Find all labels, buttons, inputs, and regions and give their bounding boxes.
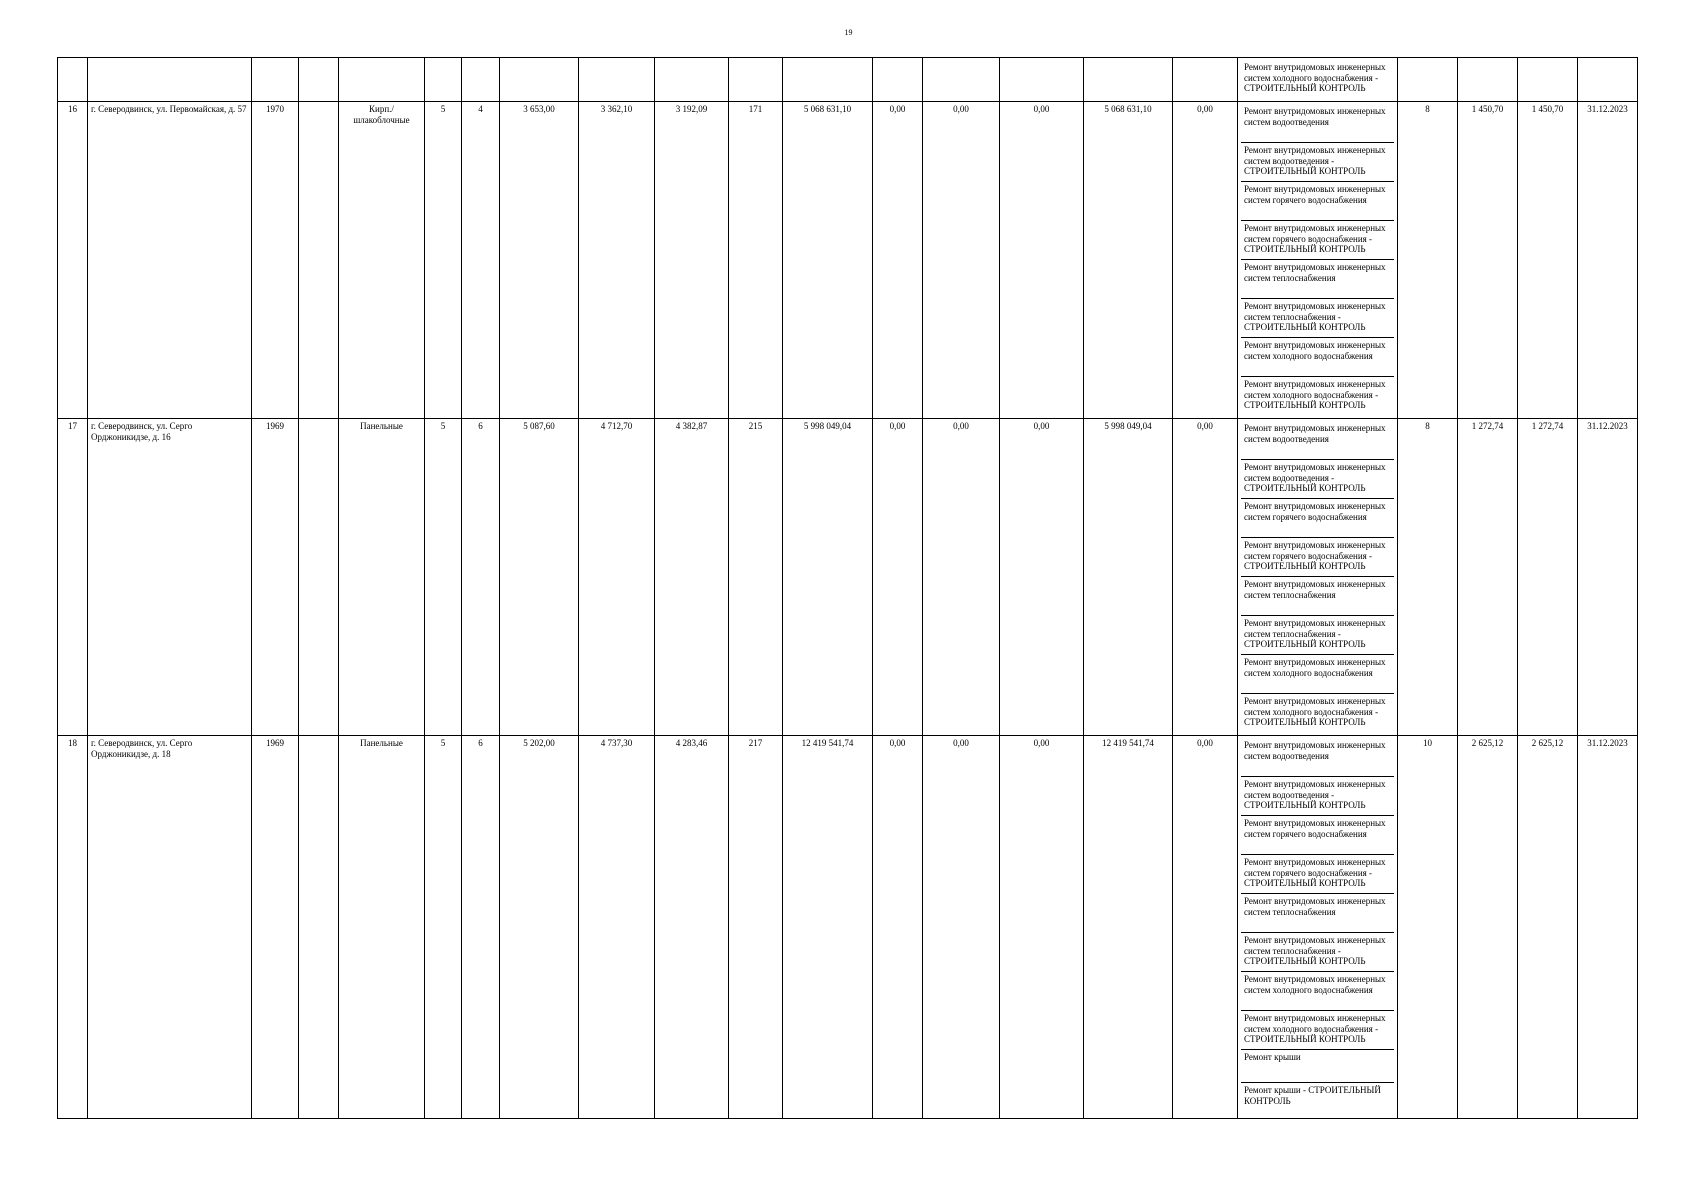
deadline: 31.12.2023: [1578, 419, 1638, 736]
living-area: 4 382,87: [655, 419, 729, 736]
cost-total: 5 068 631,10: [783, 102, 873, 419]
cell: [58, 58, 88, 102]
work-item: Ремонт внутридомовых инженерных систем холодного водоснабжения - СТРОИТЕЛЬНЫЙ КОНТРОЛЬ: [1241, 1011, 1394, 1050]
deadline: 31.12.2023: [1578, 102, 1638, 419]
work-item: Ремонт внутридомовых инженерных систем горячего водоснабжения: [1241, 499, 1394, 538]
deadline: 31.12.2023: [1578, 736, 1638, 1119]
work-item: Ремонт крыши: [1241, 1050, 1394, 1083]
work-item: Ремонт внутридомовых инженерных систем теплоснабжения - СТРОИТЕЛЬНЫЙ КОНТРОЛЬ: [1241, 299, 1394, 338]
table-row: [58, 419, 1638, 736]
unit-cost: 1 450,70: [1458, 102, 1518, 419]
cell: [1578, 58, 1638, 102]
work-item: Ремонт внутридомовых инженерных систем горячего водоснабжения - СТРОИТЕЛЬНЫЙ КОНТРОЛЬ: [1241, 855, 1394, 894]
cost-local: 0,00: [1000, 736, 1084, 1119]
cell: [462, 58, 500, 102]
works-cell: [1238, 58, 1398, 102]
cell: [873, 58, 923, 102]
address: г. Северодвинск, ул. Серго Орджоникидзе, д. 16: [88, 419, 252, 736]
work-item: Ремонт внутридомовых инженерных систем теплоснабжения - СТРОИТЕЛЬНЫЙ КОНТРОЛЬ: [1241, 933, 1394, 972]
wall-material: Панельные: [339, 419, 425, 736]
cost-owners: 5 998 049,04: [1084, 419, 1173, 736]
cost-other: 0,00: [1173, 419, 1238, 736]
living-area: 3 192,09: [655, 102, 729, 419]
work-item: Ремонт внутридомовых инженерных систем холодного водоснабжения - СТРОИТЕЛЬНЫЙ КОНТРОЛЬ: [1244, 696, 1386, 727]
table-row-continuation: [58, 58, 1638, 102]
cost-federal: 0,00: [873, 736, 923, 1119]
row-number: 16: [58, 102, 88, 419]
cost-total: 12 419 541,74: [783, 736, 873, 1119]
cell: [1518, 58, 1578, 102]
work-item: Ремонт внутридомовых инженерных систем холодного водоснабжения: [1241, 338, 1394, 377]
cell: [1398, 58, 1458, 102]
works-count: 10: [1398, 736, 1458, 1119]
year-built: 1970: [252, 102, 299, 419]
address: г. Северодвинск, ул. Серго Орджоникидзе, д. 18: [88, 736, 252, 1119]
table-row: [58, 102, 1638, 419]
cost-regional: 0,00: [923, 736, 1000, 1119]
work-item: Ремонт внутридомовых инженерных систем горячего водоснабжения - СТРОИТЕЛЬНЫЙ КОНТРОЛЬ: [1241, 221, 1394, 260]
cost-regional: 0,00: [923, 102, 1000, 419]
works-count: 8: [1398, 102, 1458, 419]
cell: [1084, 58, 1173, 102]
cell: [923, 58, 1000, 102]
cell: [425, 58, 462, 102]
wall-material: Панельные: [339, 736, 425, 1119]
residents-count: 215: [729, 419, 783, 736]
work-item: Ремонт внутридомовых инженерных систем холодного водоснабжения - СТРОИТЕЛЬНЫЙ КОНТРОЛЬ: [1244, 62, 1386, 93]
buildings-table: [57, 57, 1638, 1119]
max-cost: 2 625,12: [1518, 736, 1578, 1119]
works-cell: [1238, 736, 1398, 1119]
max-cost: 1 272,74: [1518, 419, 1578, 736]
work-item: Ремонт внутридомовых инженерных систем холодного водоснабжения: [1241, 972, 1394, 1011]
cost-federal: 0,00: [873, 102, 923, 419]
work-item: Ремонт крыши - СТРОИТЕЛЬНЫЙ КОНТРОЛЬ: [1244, 1085, 1381, 1106]
entrances-count: 4: [462, 102, 500, 419]
work-item: Ремонт внутридомовых инженерных систем водоотведения - СТРОИТЕЛЬНЫЙ КОНТРОЛЬ: [1241, 143, 1394, 182]
cell: [579, 58, 655, 102]
page-number: 19: [844, 28, 853, 37]
unit-cost: 2 625,12: [1458, 736, 1518, 1119]
total-area: 5 087,60: [500, 419, 579, 736]
cell: [655, 58, 729, 102]
year-built: 1969: [252, 419, 299, 736]
cell: [88, 58, 252, 102]
cost-other: 0,00: [1173, 736, 1238, 1119]
premises-area: 3 362,10: [579, 102, 655, 419]
entrances-count: 6: [462, 736, 500, 1119]
residents-count: 217: [729, 736, 783, 1119]
year-built: 1969: [252, 736, 299, 1119]
floors-count: 5: [425, 736, 462, 1119]
cell: [339, 58, 425, 102]
cost-owners: 5 068 631,10: [1084, 102, 1173, 419]
cost-other: 0,00: [1173, 102, 1238, 419]
cell: [252, 58, 299, 102]
cell: [1458, 58, 1518, 102]
work-item: Ремонт внутридомовых инженерных систем водоотведения: [1241, 104, 1394, 143]
work-item: Ремонт внутридомовых инженерных систем холодного водоснабжения - СТРОИТЕЛЬНЫЙ КОНТРОЛЬ: [1244, 379, 1386, 410]
entrances-count: 6: [462, 419, 500, 736]
work-item: Ремонт внутридомовых инженерных систем водоотведения - СТРОИТЕЛЬНЫЙ КОНТРОЛЬ: [1241, 777, 1394, 816]
works-cell: [1238, 102, 1398, 419]
cost-owners: 12 419 541,74: [1084, 736, 1173, 1119]
work-item: Ремонт внутридомовых инженерных систем теплоснабжения - СТРОИТЕЛЬНЫЙ КОНТРОЛЬ: [1241, 616, 1394, 655]
works-cell: [1238, 419, 1398, 736]
wall-material: Кирп./ шлакоблочные: [339, 102, 425, 419]
work-item: Ремонт внутридомовых инженерных систем холодного водоснабжения: [1241, 655, 1394, 694]
work-item: Ремонт внутридомовых инженерных систем водоотведения - СТРОИТЕЛЬНЫЙ КОНТРОЛЬ: [1241, 460, 1394, 499]
cell: [500, 58, 579, 102]
work-item: Ремонт внутридомовых инженерных систем теплоснабжения: [1241, 894, 1394, 933]
cost-federal: 0,00: [873, 419, 923, 736]
work-item: Ремонт внутридомовых инженерных систем теплоснабжения: [1241, 260, 1394, 299]
table-row: [58, 736, 1638, 1119]
residents-count: 171: [729, 102, 783, 419]
unit-cost: 1 272,74: [1458, 419, 1518, 736]
premises-area: 4 712,70: [579, 419, 655, 736]
works-count: 8: [1398, 419, 1458, 736]
work-item: Ремонт внутридомовых инженерных систем водоотведения: [1241, 738, 1394, 777]
cost-total: 5 998 049,04: [783, 419, 873, 736]
living-area: 4 283,46: [655, 736, 729, 1119]
cost-local: 0,00: [1000, 102, 1084, 419]
year-reconstruction: [299, 102, 339, 419]
year-reconstruction: [299, 736, 339, 1119]
work-item: Ремонт внутридомовых инженерных систем горячего водоснабжения: [1241, 182, 1394, 221]
work-item: Ремонт внутридомовых инженерных систем теплоснабжения: [1241, 577, 1394, 616]
total-area: 5 202,00: [500, 736, 579, 1119]
year-reconstruction: [299, 419, 339, 736]
floors-count: 5: [425, 419, 462, 736]
work-item: Ремонт внутридомовых инженерных систем горячего водоснабжения - СТРОИТЕЛЬНЫЙ КОНТРОЛЬ: [1241, 538, 1394, 577]
cost-regional: 0,00: [923, 419, 1000, 736]
cell: [783, 58, 873, 102]
address: г. Северодвинск, ул. Первомайская, д. 57: [88, 102, 252, 419]
floors-count: 5: [425, 102, 462, 419]
cell: [1000, 58, 1084, 102]
work-item: Ремонт внутридомовых инженерных систем водоотведения: [1241, 421, 1394, 460]
premises-area: 4 737,30: [579, 736, 655, 1119]
max-cost: 1 450,70: [1518, 102, 1578, 419]
row-number: 17: [58, 419, 88, 736]
cell: [729, 58, 783, 102]
cell: [299, 58, 339, 102]
total-area: 3 653,00: [500, 102, 579, 419]
cell: [1173, 58, 1238, 102]
work-item: Ремонт внутридомовых инженерных систем горячего водоснабжения: [1241, 816, 1394, 855]
cost-local: 0,00: [1000, 419, 1084, 736]
row-number: 18: [58, 736, 88, 1119]
